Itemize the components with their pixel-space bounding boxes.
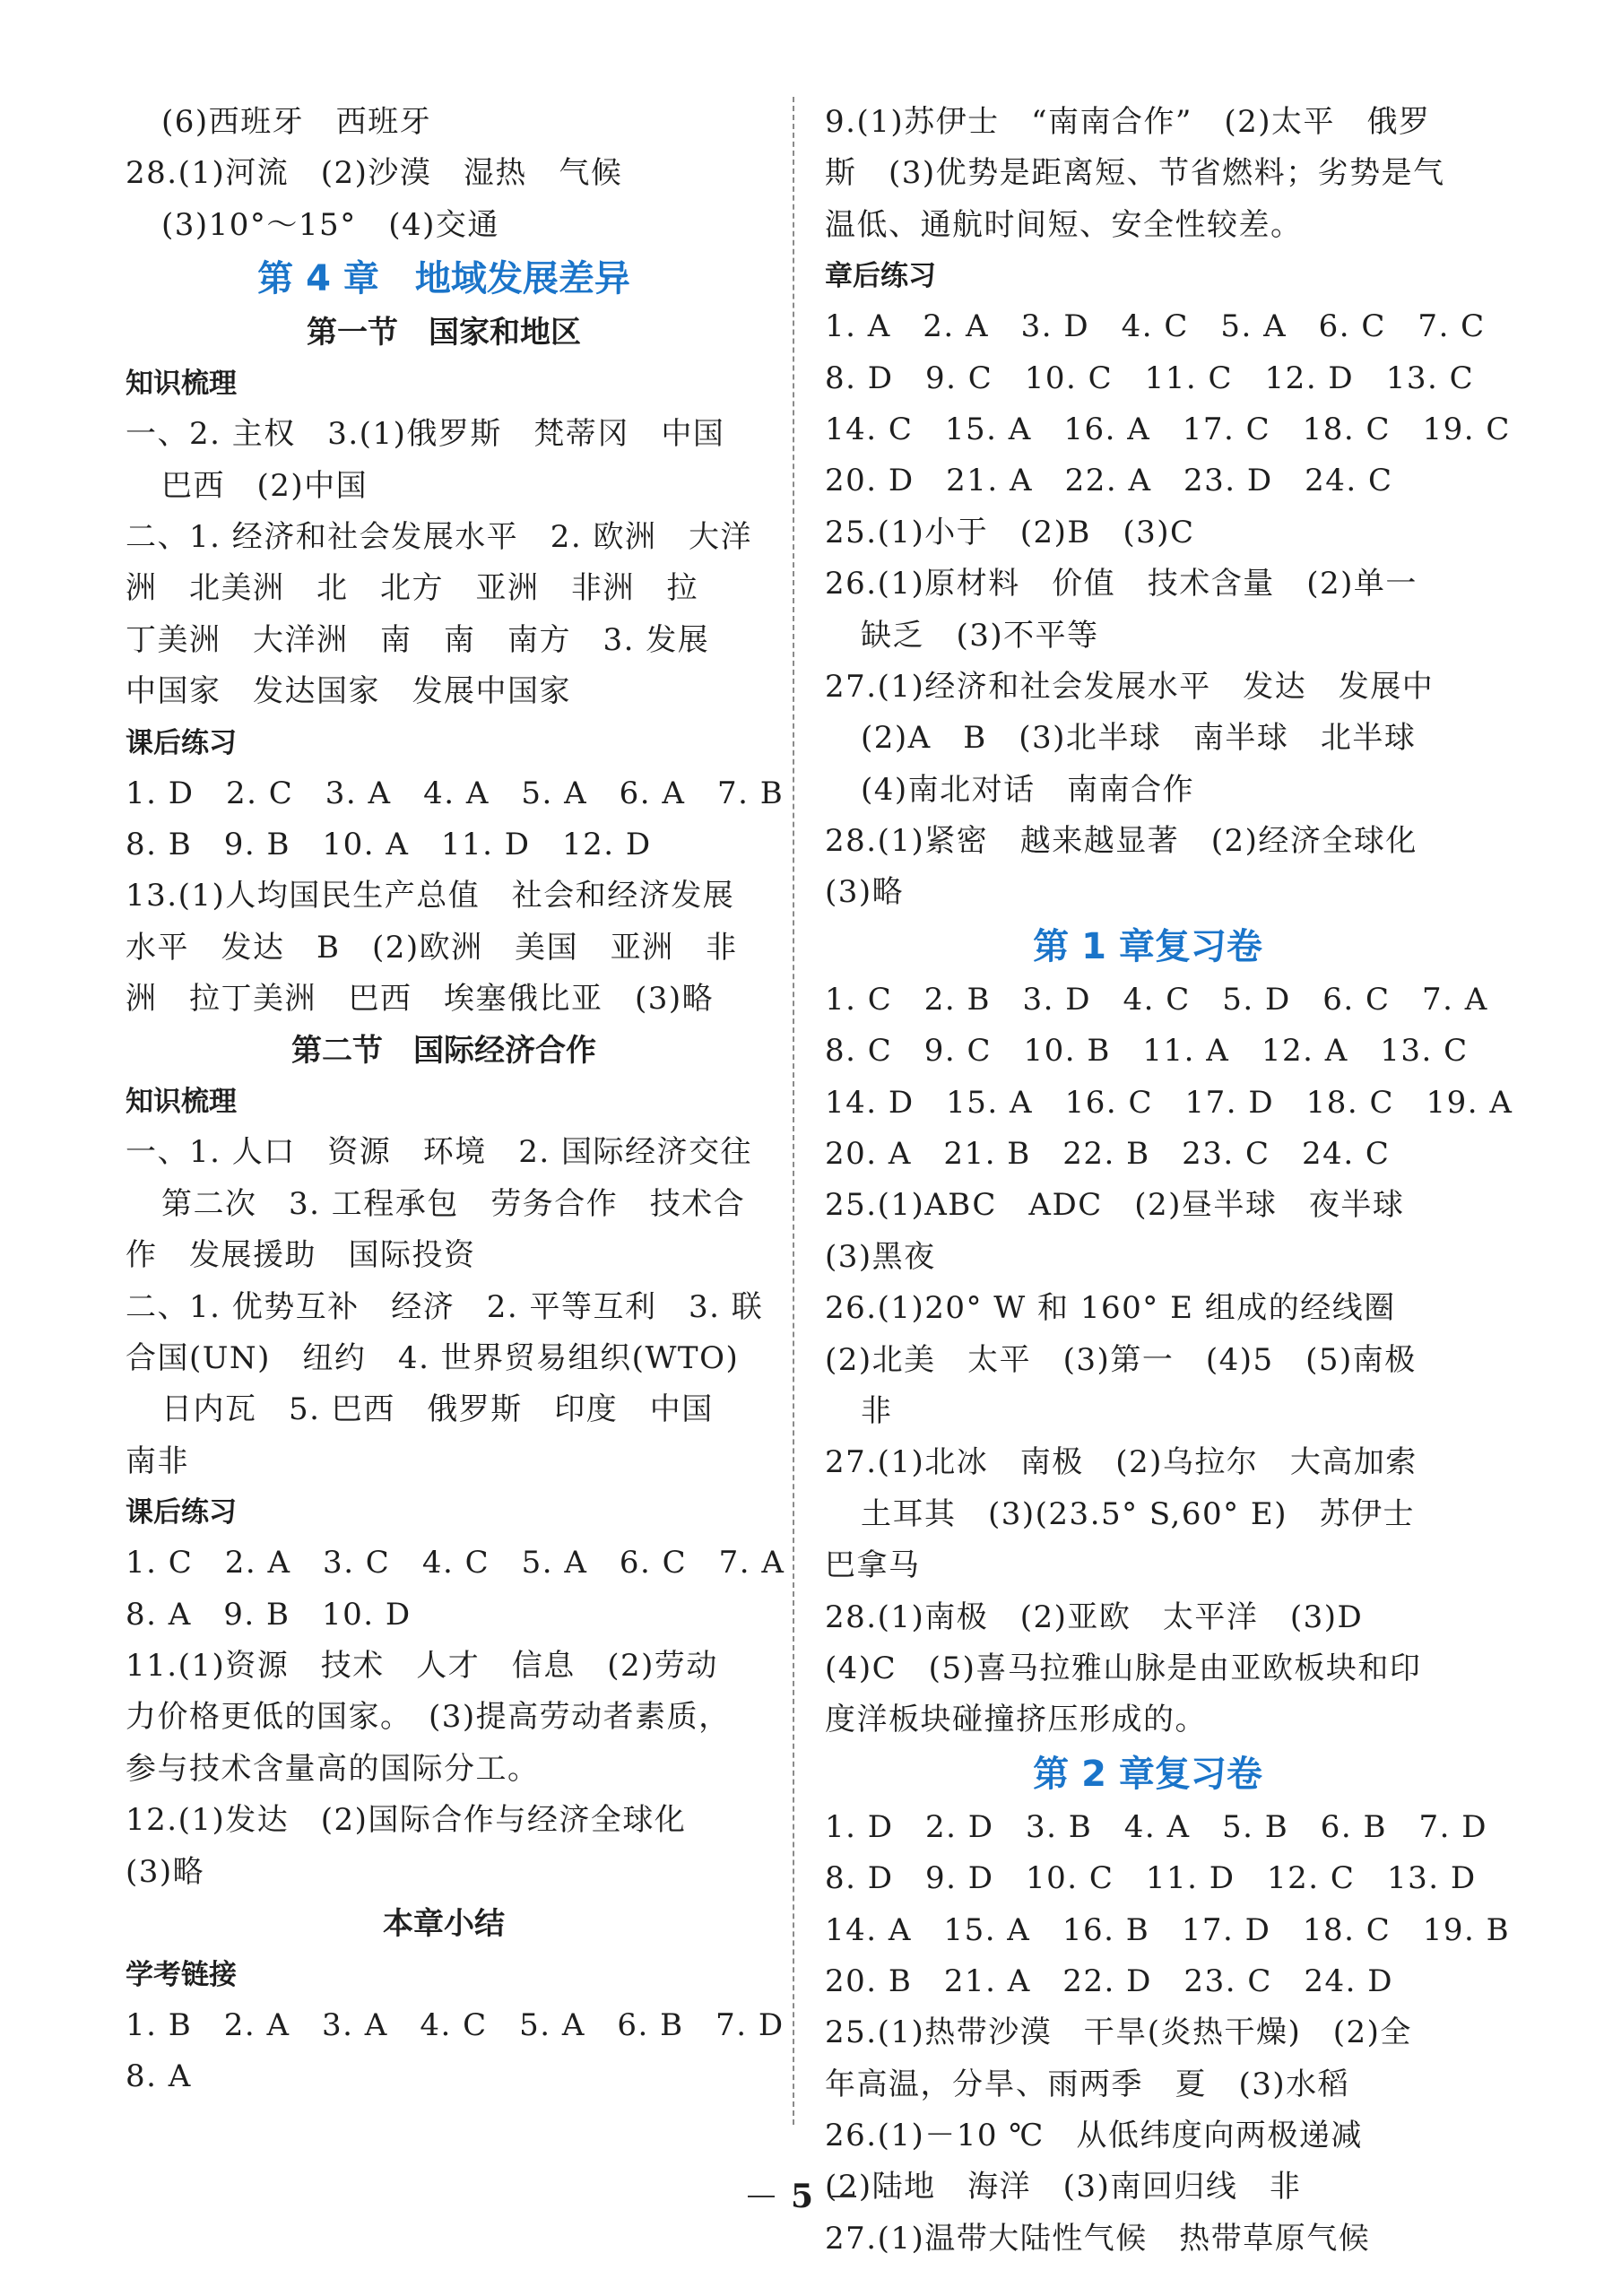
- answer-line: 非: [861, 1392, 893, 1429]
- answer-line: 28.(1)河流 (2)沙漠 湿热 气候: [126, 155, 623, 192]
- answer-line: 缺乏 (3)不平等: [861, 617, 1099, 654]
- answer-line: 11.(1)资源 技术 人才 信息 (2)劳动: [126, 1647, 718, 1684]
- chapter-title: 第 2 章复习卷: [1033, 1753, 1262, 1795]
- answer-line: 力价格更低的国家。 (3)提高劳动者素质，: [126, 1699, 731, 1736]
- answer-line: 二、1. 优势互补 经济 2. 平等互利 3. 联: [126, 1288, 764, 1325]
- answer-line: 1. D 2. C 3. A 4. A 5. A 6. A 7. B: [126, 775, 785, 811]
- answer-line: 13.(1)人均国民生产总值 社会和经济发展: [126, 878, 735, 914]
- answer-line: 8. A: [126, 2058, 192, 2095]
- answer-line: 中国家 发达国家 发展中国家: [126, 673, 571, 710]
- answer-line: 巴西 (2)中国: [161, 467, 368, 504]
- answer-line: 8. D 9. D 10. C 11. D 12. C 13. D: [825, 1860, 1477, 1897]
- answer-line: 8. D 9. C 10. C 11. C 12. D 13. C: [825, 360, 1475, 396]
- answer-line: 25.(1)小于 (2)B (3)C: [825, 514, 1195, 550]
- answer-line: 洲 北美洲 北 北方 亚洲 非洲 拉: [126, 570, 698, 607]
- answer-line: 日内瓦 5. 巴西 俄罗斯 印度 中国: [161, 1391, 714, 1428]
- answer-line: 26.(1)20° W 和 160° E 组成的经线圈: [825, 1290, 1396, 1327]
- page-number: 5: [790, 2178, 814, 2215]
- answer-line: 20. A 21. B 22. B 23. C 24. C: [825, 1136, 1391, 1173]
- answer-line: (3)略: [126, 1853, 205, 1890]
- page-footer: [0, 2170, 1604, 2223]
- answer-line: 28.(1)南极 (2)亚欧 太平洋 (3)D: [825, 1599, 1364, 1635]
- answer-line: 斯 (3)优势是距离短、节省燃料；劣势是气: [825, 155, 1445, 192]
- answer-line: 1. C 2. B 3. D 4. C 5. D 6. C 7. A: [825, 981, 1488, 1018]
- subsection-heading: 知识梳理: [126, 368, 237, 401]
- answer-line: 第二次 3. 工程承包 劳务合作 技术合: [161, 1185, 746, 1222]
- answer-line: 温低、通航时间短、安全性较差。: [825, 206, 1303, 243]
- answer-line: 1. A 2. A 3. D 4. C 5. A 6. C 7. C: [825, 308, 1486, 345]
- answer-line: 1. D 2. D 3. B 4. A 5. B 6. B 7. D: [825, 1808, 1488, 1845]
- subsection-heading: 课后练习: [126, 726, 237, 759]
- answer-line: 一、1. 人口 资源 环境 2. 国际经济交往: [126, 1134, 752, 1171]
- answer-line: (4)南北对话 南南合作: [861, 771, 1195, 808]
- footer-dash-right: [829, 2196, 856, 2197]
- answer-line: 巴拿马: [825, 1547, 921, 1584]
- section-title: 第二节 国际经济合作: [291, 1033, 596, 1070]
- subsection-heading: 课后练习: [126, 1496, 237, 1529]
- answer-line: 27.(1)北冰 南极 (2)乌拉尔 大高加索: [825, 1444, 1418, 1481]
- answer-line: (3)黑夜: [825, 1238, 936, 1275]
- answer-line: 1. C 2. A 3. C 4. C 5. A 6. C 7. A: [126, 1545, 785, 1581]
- answer-line: 作 发展援助 国际投资: [126, 1237, 476, 1274]
- section-title: 第一节 国家和地区: [307, 315, 581, 351]
- answer-line: 14. D 15. A 16. C 17. D 18. C 19. A: [825, 1084, 1513, 1121]
- subsection-heading: 学考链接: [126, 1958, 237, 1991]
- answer-line: 丁美洲 大洋洲 南 南 南方 3. 发展: [126, 621, 710, 658]
- answer-line: (4)C (5)喜马拉雅山脉是由亚欧板块和印: [825, 1650, 1422, 1686]
- answer-line: (2)北美 太平 (3)第一 (4)5 (5)南极: [825, 1341, 1417, 1378]
- column-divider: [793, 97, 794, 2125]
- footer-dash-left: [748, 2196, 775, 2197]
- answer-line: 度洋板块碰撞挤压形成的。: [825, 1702, 1207, 1738]
- answer-line: 20. D 21. A 22. A 23. D 24. C: [825, 463, 1393, 499]
- answer-line: 土耳其 (3)(23.5° S,60° E) 苏伊士: [861, 1495, 1415, 1532]
- answer-line: 25.(1)ABC ADC (2)昼半球 夜半球: [825, 1187, 1405, 1224]
- answer-line: 14. A 15. A 16. B 17. D 18. C 19. B: [825, 1911, 1511, 1948]
- answer-line: 二、1. 经济和社会发展水平 2. 欧洲 大洋: [126, 518, 752, 555]
- chapter-title: 第 4 章 地域发展差异: [257, 258, 630, 300]
- answer-line: 9.(1)苏伊士 “南南合作” (2)太平 俄罗: [825, 104, 1431, 140]
- answer-line: 水平 发达 B (2)欧洲 美国 亚洲 非: [126, 929, 738, 966]
- answer-line: 8. A 9. B 10. D: [126, 1596, 412, 1633]
- answer-line: 26.(1)原材料 价值 技术含量 (2)单一: [825, 566, 1418, 602]
- answer-line: 一、2. 主权 3.(1)俄罗斯 梵蒂冈 中国: [126, 416, 725, 453]
- left-column: [126, 97, 785, 2103]
- section-title: 本章小结: [383, 1905, 505, 1942]
- subsection-heading: 知识梳理: [126, 1086, 237, 1119]
- answer-line: 1. B 2. A 3. A 4. C 5. A 6. B 7. D: [126, 2006, 785, 2043]
- answer-line: (2)陆地 海洋 (3)南回归线 非: [825, 2169, 1302, 2205]
- answer-line: 年高温，分旱、雨两季 夏 (3)水稻: [825, 2066, 1350, 2102]
- answer-line: (3)略: [825, 874, 905, 911]
- subsection-heading: 章后练习: [825, 260, 936, 293]
- answer-line: 南非: [126, 1443, 189, 1479]
- answer-line: (2)A B (3)北半球 南半球 北半球: [861, 720, 1417, 757]
- answer-line: 12.(1)发达 (2)国际合作与经济全球化: [126, 1802, 687, 1839]
- answer-line: (3)10°～15° (4)交通: [161, 206, 499, 243]
- answer-line: 14. C 15. A 16. A 17. C 18. C 19. C: [825, 411, 1511, 447]
- answer-line: 20. B 21. A 22. D 23. C 24. D: [825, 1962, 1393, 1999]
- answer-line: 8. C 9. C 10. B 11. A 12. A 13. C: [825, 1033, 1469, 1070]
- answer-line: 8. B 9. B 10. A 11. D 12. D: [126, 826, 652, 862]
- chapter-title: 第 1 章复习卷: [1033, 925, 1262, 967]
- answer-line: 洲 拉丁美洲 巴西 埃塞俄比亚 (3)略: [126, 981, 715, 1018]
- answer-line: 合国(UN) 纽约 4. 世界贸易组织(WTO): [126, 1340, 740, 1377]
- answer-line: (6)西班牙 西班牙: [161, 104, 432, 140]
- answer-line: 26.(1)－10 ℃ 从低纬度向两极递减: [825, 2118, 1363, 2154]
- answer-line: 28.(1)紧密 越来越显著 (2)经济全球化: [825, 823, 1418, 860]
- answer-line: 27.(1)温带大陆性气候 热带草原气候: [825, 2220, 1371, 2257]
- right-column: [825, 97, 1513, 2265]
- answer-line: 25.(1)热带沙漠 干旱(炎热干燥) (2)全: [825, 2014, 1412, 2051]
- answer-line: 参与技术含量高的国际分工。: [126, 1750, 540, 1787]
- answer-line: 27.(1)经济和社会发展水平 发达 发展中: [825, 668, 1435, 705]
